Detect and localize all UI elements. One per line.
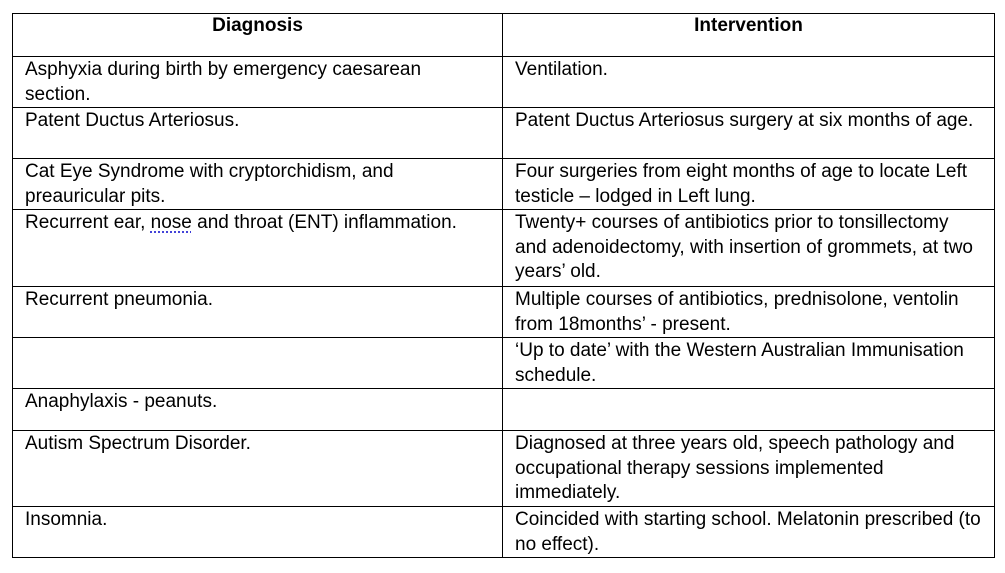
spellcheck-marked-word: nose xyxy=(150,212,192,233)
diagnosis-cell: Anaphylaxis - peanuts. xyxy=(13,389,503,431)
diagnosis-cell: Autism Spectrum Disorder. xyxy=(13,431,503,507)
table-row xyxy=(13,287,995,338)
intervention-cell: Twenty+ courses of antibiotics prior to tonsillectomy and adenoidectomy, with insertion of grommets, at two years’ old. xyxy=(503,210,995,287)
diagnosis-cell: Patent Ductus Arteriosus. xyxy=(13,108,503,159)
diagnosis-text-after: and throat (ENT) inflammation. xyxy=(191,212,457,233)
table-row xyxy=(13,210,995,287)
diagnosis-cell: Recurrent pneumonia. xyxy=(13,287,503,338)
intervention-cell xyxy=(503,389,995,431)
table-row xyxy=(13,108,995,159)
diagnosis-text-before: Recurrent ear, xyxy=(25,212,151,233)
intervention-cell: Diagnosed at three years old, speech pathology and occupational therapy sessions implemented immediately. xyxy=(503,431,995,507)
diagnosis-cell: Insomnia. xyxy=(13,507,503,558)
intervention-cell: Patent Ductus Arteriosus surgery at six months of age. xyxy=(503,108,995,159)
intervention-cell: Coincided with starting school. Melatonin prescribed (to no effect). xyxy=(503,507,995,558)
intervention-cell: ‘Up to date’ with the Western Australian Immunisation schedule. xyxy=(503,338,995,389)
table-row xyxy=(13,507,995,558)
diagnosis-cell xyxy=(13,210,503,287)
diagnosis-cell xyxy=(13,338,503,389)
header-intervention: Intervention xyxy=(503,14,995,57)
table-row xyxy=(13,159,995,210)
table-row xyxy=(13,389,995,431)
header-diagnosis: Diagnosis xyxy=(13,14,503,57)
table-row xyxy=(13,57,995,108)
table-row xyxy=(13,338,995,389)
intervention-cell: Four surgeries from eight months of age to locate Left testicle – lodged in Left lung. xyxy=(503,159,995,210)
intervention-cell: Multiple courses of antibiotics, prednisolone, ventolin from 18months’ - present. xyxy=(503,287,995,338)
diagnosis-cell: Asphyxia during birth by emergency caesarean section. xyxy=(13,57,503,108)
diagnosis-cell: Cat Eye Syndrome with cryptorchidism, and preauricular pits. xyxy=(13,159,503,210)
diagnosis-intervention-table xyxy=(12,13,995,558)
table-row xyxy=(13,431,995,507)
table-header-row xyxy=(13,14,995,57)
intervention-cell: Ventilation. xyxy=(503,57,995,108)
